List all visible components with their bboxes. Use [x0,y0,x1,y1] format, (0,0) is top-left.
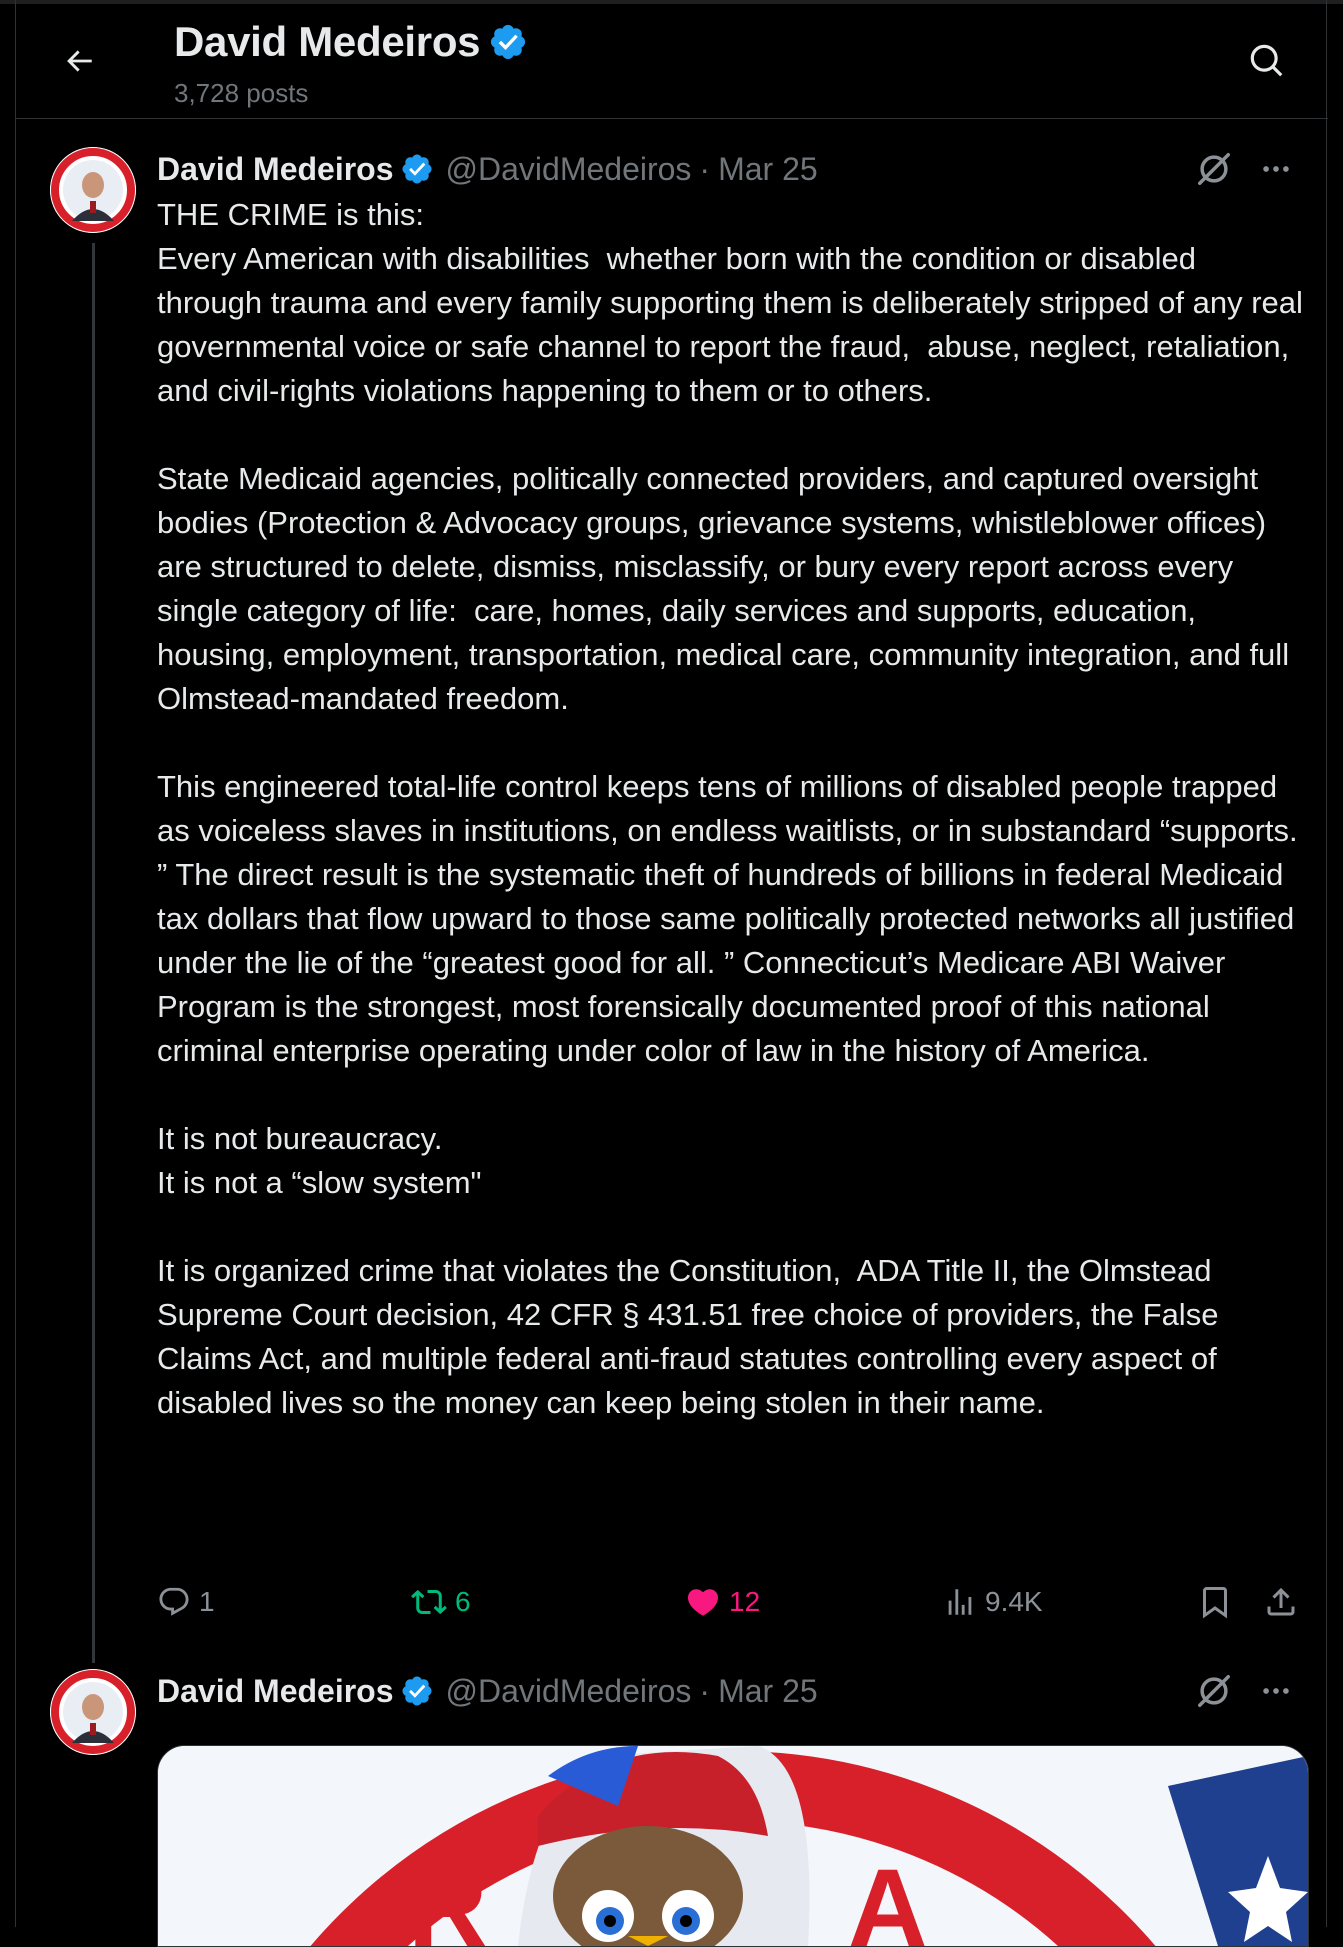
verified-badge-icon [400,1674,434,1708]
posts-count: 3,728 posts [174,78,309,108]
author-handle[interactable]: @DavidMedeiros [445,1672,692,1709]
post-paragraph: THE CRIME is this: Every American with disabilities whether born with the condition or disabled through trauma and every family supporting them is deliberately stripped of any real governmental voice or safe channel to report the fraud, abuse, neglect, retaliation, and civil-rights violations happening to them or to others. [157,197,1303,408]
grok-icon[interactable] [1192,147,1236,191]
arrow-left-icon [62,44,96,78]
post[interactable] [16,1643,1328,1946]
reply-button[interactable] [157,1577,215,1627]
back-button[interactable] [54,36,104,86]
like-count: 12 [729,1586,761,1617]
bookmark-button[interactable] [1197,1577,1233,1627]
post-text [157,193,1307,1425]
separator-dot: · [699,150,711,187]
avatar[interactable] [50,147,136,233]
page-title: David Medeiros [174,18,481,65]
verified-badge-icon [400,152,434,186]
post-date[interactable]: Mar 25 [718,150,818,187]
author-handle[interactable]: @DavidMedeiros [445,150,692,187]
reply-count: 1 [199,1586,215,1617]
separator-dot: · [699,1672,711,1709]
svg-text:R: R [408,1847,488,1946]
avatar[interactable] [50,1669,136,1755]
more-icon[interactable] [1254,147,1298,191]
more-icon[interactable] [1254,1669,1298,1713]
post-paragraph: This engineered total-life control keeps tens of millions of disabled people trapped as voiceless slaves in institutions, on endless waitlists, or in substandard “supports. ” The direct result is the systematic theft of hundreds of billions in federal Medicaid tax dollars that flow upward to those same politically protected networks all justified under the lie of the “greatest good for all. ” Connecticut’s Medicare ABI Waiver Program is the strongest, most forensically documented proof of this national criminal enterprise operating under color of law in the history of America. [157,769,1307,1068]
heart-icon [685,1584,721,1620]
post[interactable] [16,119,1328,1639]
views-button[interactable] [943,1577,1043,1627]
post-paragraph: State Medicaid agencies, politically connected providers, and captured oversight bodies (Protection & Advocacy groups, grievance systems, whistleblower offices) are structured to delete, dismiss, misclassify, or bury every report across every single category of life: care, homes, daily services and supports, education, housing, employment, transportation, medical care, community integration, and full Olmstead-mandated freedom. [157,461,1298,716]
post-image[interactable] [157,1745,1309,1947]
author-name[interactable]: David Medeiros [157,1672,394,1709]
post-actions [157,1577,1307,1627]
svg-text:A: A [848,1847,928,1946]
post-paragraph: It is organized crime that violates the Constitution, ADA Title II, the Olmstead Supreme Court decision, 42 CFR § 431.51 free choice of providers, the False Claims Act, and multiple federal anti-fraud statutes controlling every aspect of disabled lives so the money can keep being stolen in their name. [157,1253,1228,1420]
thread-connector [92,243,95,1663]
reply-icon [157,1585,191,1619]
post-date[interactable]: Mar 25 [718,1672,818,1709]
views-icon [943,1585,977,1619]
header-title-row [174,18,528,66]
grok-icon[interactable] [1192,1669,1236,1713]
views-count: 9.4K [985,1586,1043,1617]
repost-count: 6 [455,1586,471,1617]
post-header [157,1669,818,1713]
share-icon [1263,1584,1299,1620]
repost-button[interactable] [411,1577,471,1627]
share-button[interactable] [1263,1577,1299,1627]
search-button[interactable] [1240,34,1294,88]
timeline-column [15,0,1327,1946]
post-header [157,147,818,191]
profile-header [16,0,1328,119]
author-name[interactable]: David Medeiros [157,150,394,187]
verified-badge-icon [488,22,528,62]
bookmark-icon [1197,1584,1233,1620]
repost-icon [411,1584,447,1620]
post-paragraph: It is not bureaucracy. It is not a “slow system" [157,1121,482,1200]
search-icon [1248,42,1286,80]
like-button[interactable] [685,1577,760,1627]
